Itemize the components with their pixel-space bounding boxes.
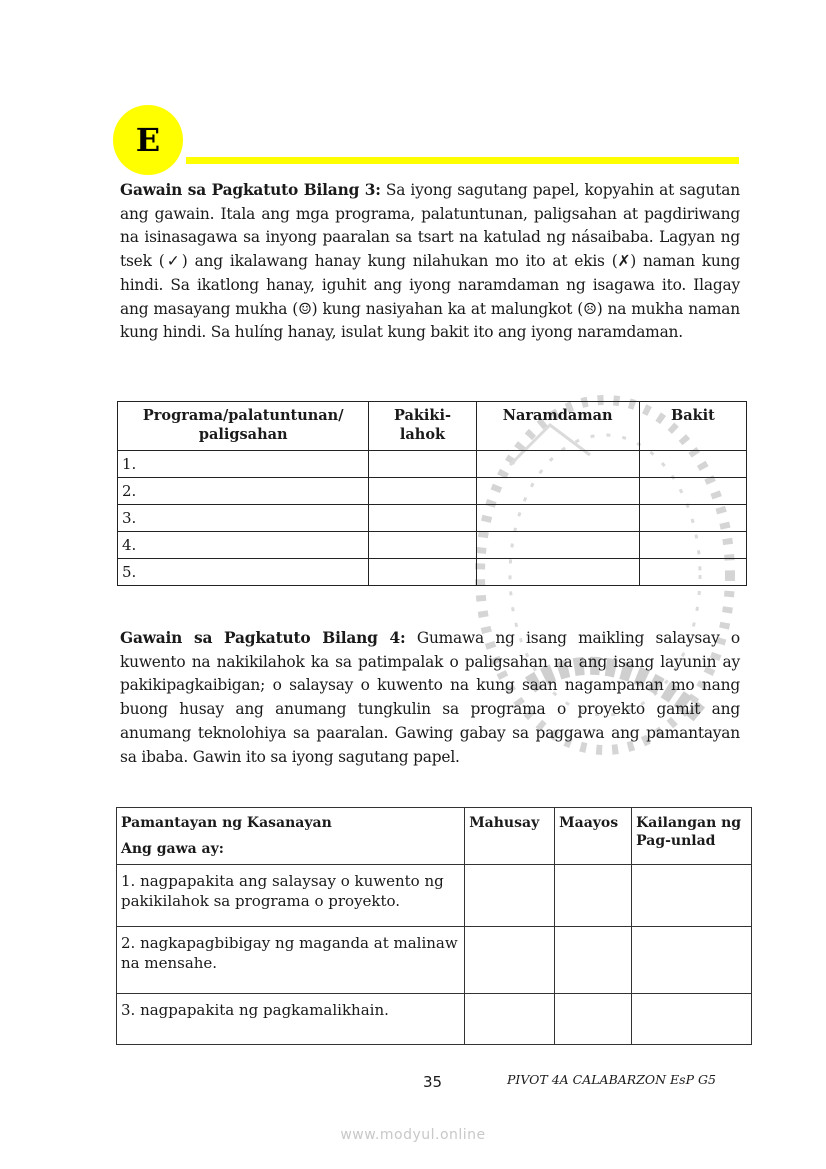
cell[interactable] <box>476 559 639 586</box>
activity-4-instructions <box>120 627 740 769</box>
cell[interactable] <box>465 865 555 927</box>
header-naramdaman: Naramdaman <box>476 402 639 451</box>
cell[interactable] <box>639 478 746 505</box>
cell[interactable] <box>632 927 752 994</box>
header-mahusay: Mahusay <box>465 808 555 865</box>
table-row <box>118 559 747 586</box>
header-main-label: Pamantayan ng Kasanayan <box>121 815 332 831</box>
header-sub-label: Ang gawa ay: <box>121 841 224 857</box>
cell[interactable] <box>476 478 639 505</box>
row-number: 4. <box>118 532 369 559</box>
cell[interactable] <box>465 927 555 994</box>
cell[interactable] <box>369 451 476 478</box>
table-row <box>118 478 747 505</box>
section-letter: E <box>135 121 161 159</box>
header-pamantayan <box>117 808 465 865</box>
activity-3-title: Gawain sa Pagkatuto Bilang 3: <box>120 181 381 199</box>
activity-4-title: Gawain sa Pagkatuto Bilang 4: <box>120 629 406 647</box>
activity-3-instructions <box>120 179 740 345</box>
cell[interactable] <box>476 451 639 478</box>
section-badge <box>113 105 183 175</box>
activity-3-table <box>117 401 747 586</box>
cell[interactable] <box>476 532 639 559</box>
criterion: 2. nagkapagbibigay ng maganda at malinaw na mensahe. <box>117 927 465 994</box>
page-number: 35 <box>423 1073 443 1091</box>
criterion: 1. nagpapakita ang salaysay o kuwento ng pakikilahok sa programa o proyekto. <box>117 865 465 927</box>
row-number: 1. <box>118 451 369 478</box>
rubric-table <box>116 807 752 1045</box>
table-row <box>118 451 747 478</box>
row-number: 5. <box>118 559 369 586</box>
cell[interactable] <box>555 927 632 994</box>
header-bakit: Bakit <box>639 402 746 451</box>
rubric-row <box>117 865 752 927</box>
table-row <box>118 505 747 532</box>
header-pakikilahok: Pakiki- lahok <box>369 402 476 451</box>
header-programa: Programa/palatuntunan/ paligsahan <box>118 402 369 451</box>
criterion: 3. nagpapakita ng pagkamalikhain. <box>117 994 465 1045</box>
series-label: PIVOT 4A CALABARZON EsP G5 <box>507 1072 716 1087</box>
activity-3-body: Sa iyong sagutang papel, kopyahin at sagutan ang gawain. Itala ang mga programa, palatuntunan, paligsahan at pagdiriwang na isinasagawa sa inyong paaralan sa tsart na katulad ng násaibaba. Lagyan ng tsek (✓) ang ikalawang hanay kung nilahukan mo ito at ekis (✗) naman kung hindi. Sa ikatlong hanay, iguhit ang iyong naramdaman ng isagawa ito. Ilagay ang masayang mukha (☺) kung nasiyahan ka at malungkot (☹) na mukha naman kung hindi. Sa hulíng hanay, isulat kung bakit ito ang iyong naramdaman. <box>120 181 740 342</box>
cell[interactable] <box>465 994 555 1045</box>
website-watermark: www.modyul.online <box>340 1127 486 1143</box>
header-maayos: Maayos <box>555 808 632 865</box>
rubric-header-row <box>117 808 752 865</box>
cell[interactable] <box>369 559 476 586</box>
cell[interactable] <box>639 451 746 478</box>
cell[interactable] <box>555 994 632 1045</box>
header-kailangan: Kailangan ng Pag-unlad <box>632 808 752 865</box>
cell[interactable] <box>369 505 476 532</box>
row-number: 3. <box>118 505 369 532</box>
cell[interactable] <box>555 865 632 927</box>
cell[interactable] <box>369 478 476 505</box>
cell[interactable] <box>632 994 752 1045</box>
cell[interactable] <box>639 532 746 559</box>
row-number: 2. <box>118 478 369 505</box>
cell[interactable] <box>369 532 476 559</box>
rubric-row <box>117 994 752 1045</box>
table-row <box>118 532 747 559</box>
cell[interactable] <box>476 505 639 532</box>
cell[interactable] <box>639 505 746 532</box>
cell[interactable] <box>632 865 752 927</box>
table-header-row <box>118 402 747 451</box>
rubric-row <box>117 927 752 994</box>
activity-4-body: Gumawa ng isang maikling salaysay o kuwento na nakikilahok ka sa patimpalak o paligsahan na ang isang layunin ay pakikipagkaibigan; o salaysay o kuwento na kung saan nagampanan mo nang buong husay ang anumang tungkulin sa programa o proyekto gamit ang anumang teknolohiya sa paaralan. Gawing gabay sa paggawa ang pamantayan sa ibaba. Gawin ito sa iyong sagutang papel. <box>120 629 740 766</box>
header-rule <box>186 157 739 164</box>
cell[interactable] <box>639 559 746 586</box>
